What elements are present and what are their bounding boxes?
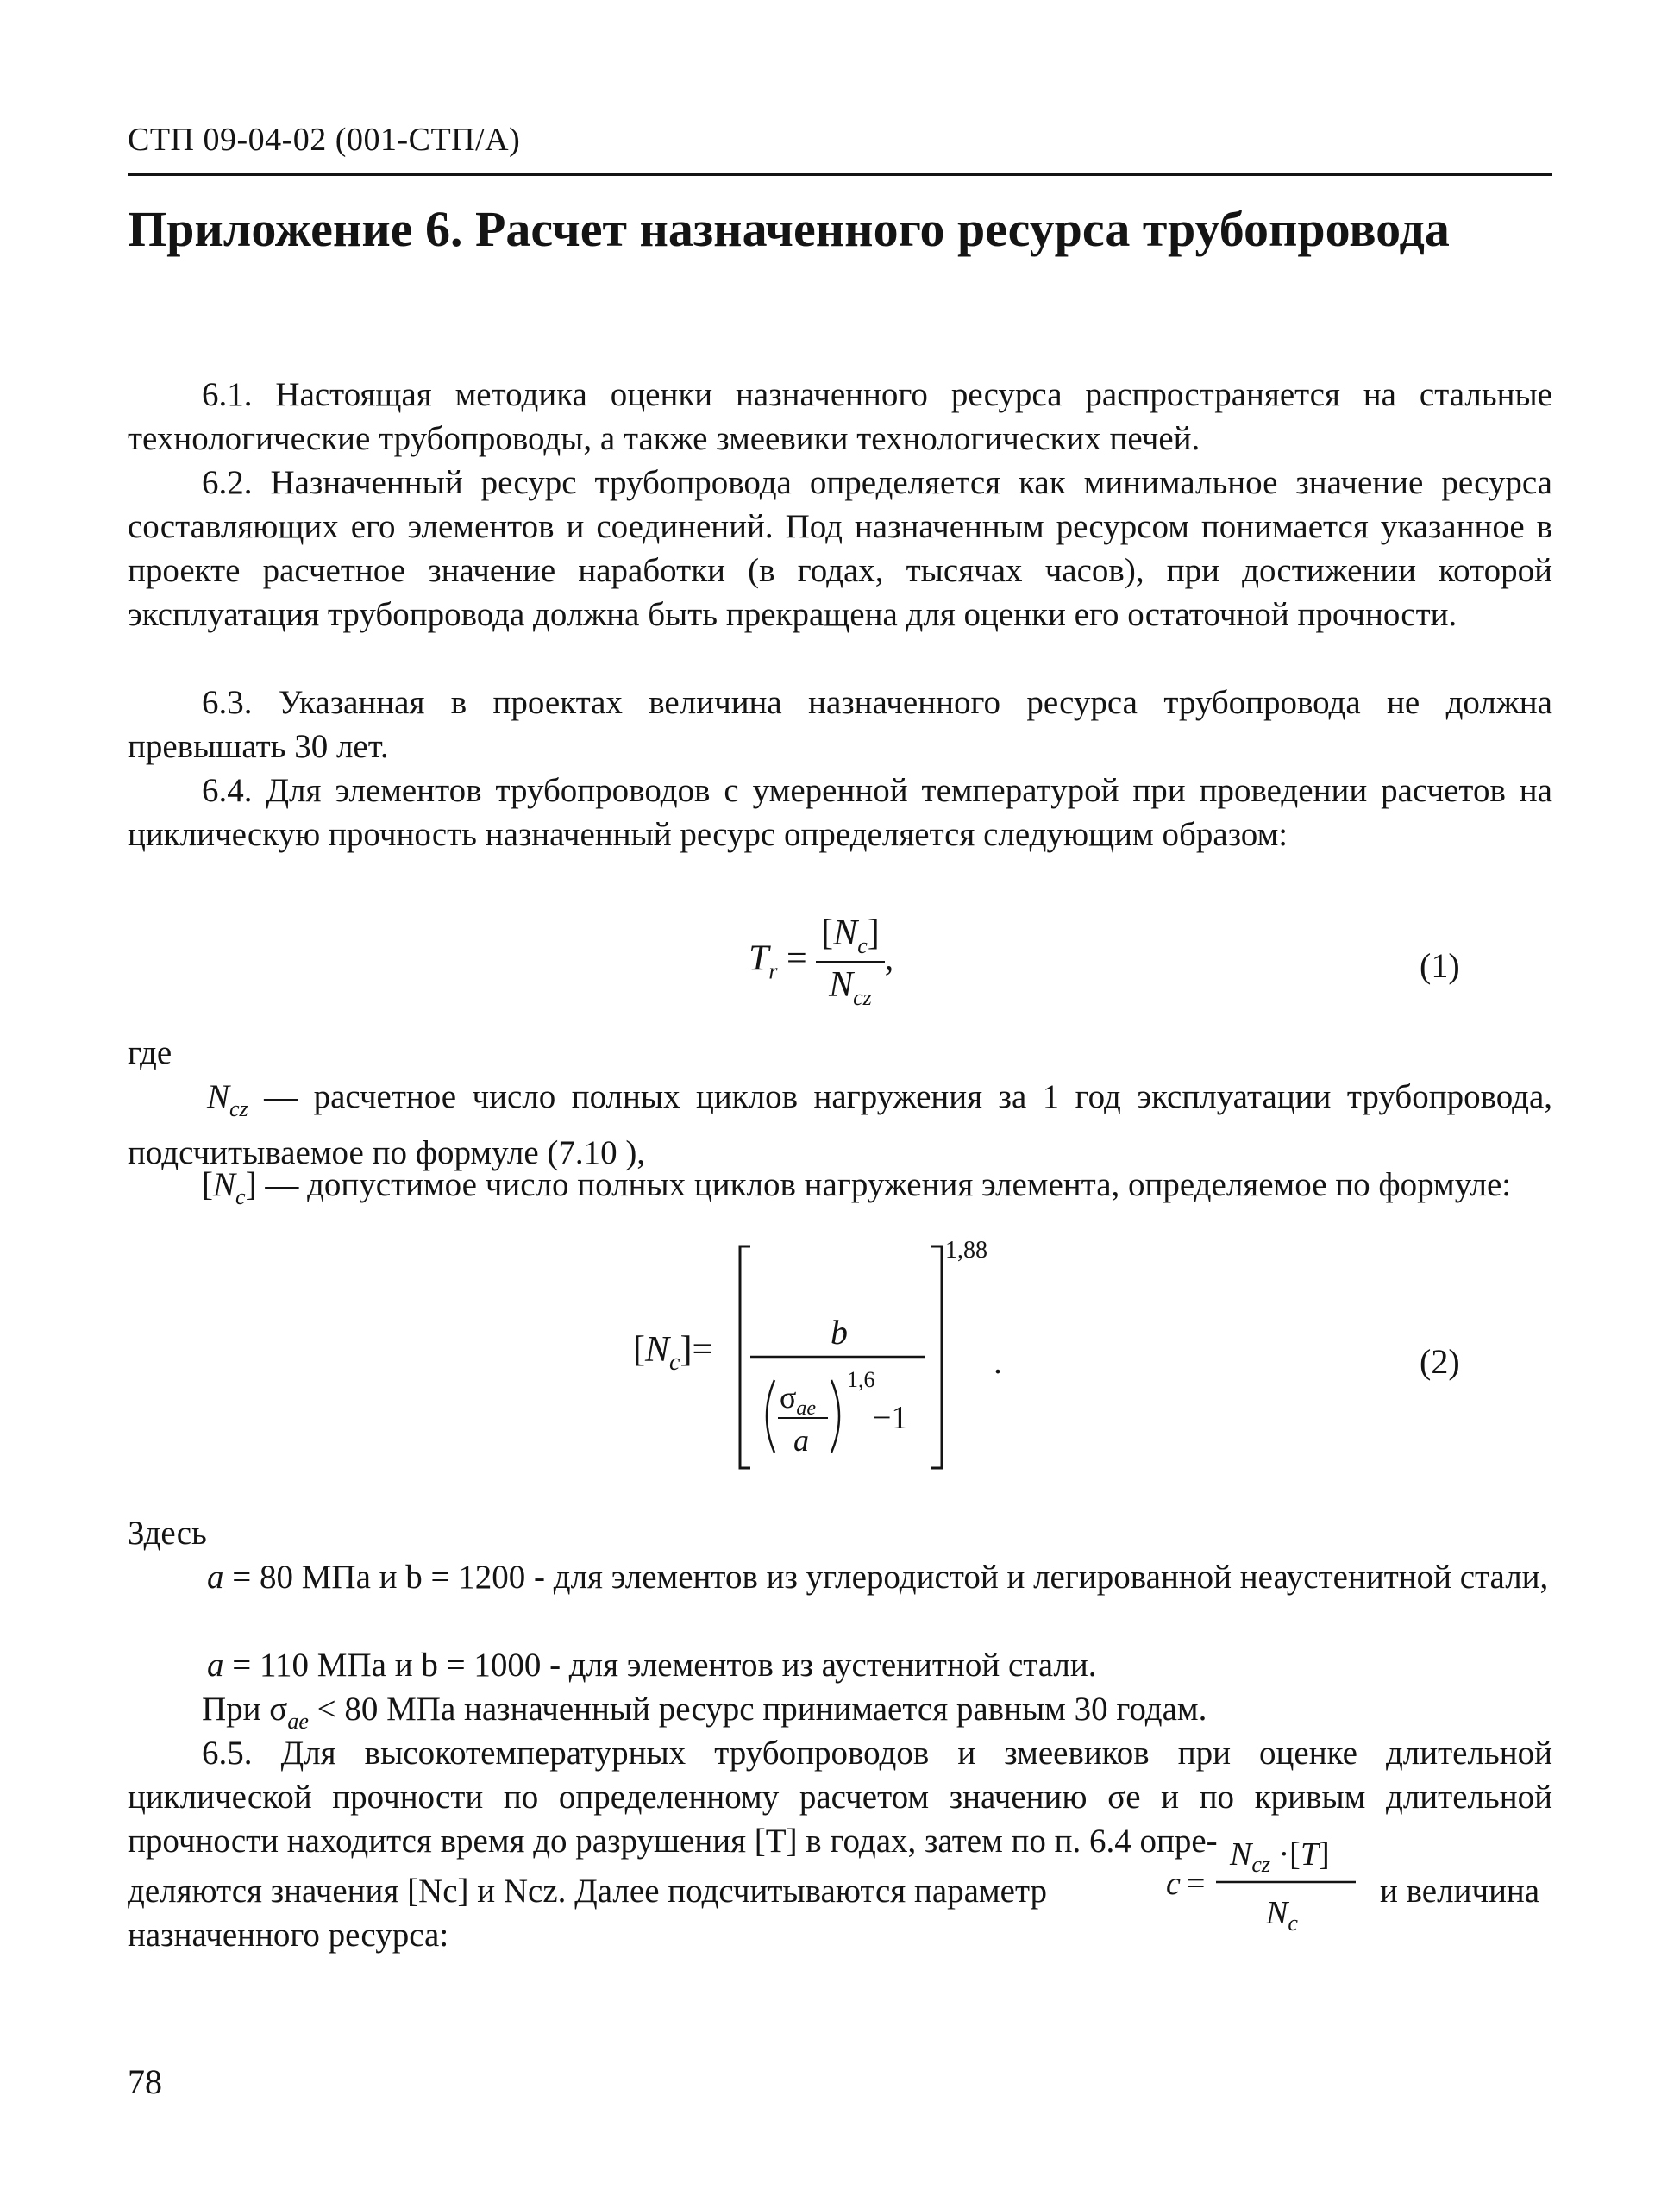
paragraph-6-1: 6.1. Настоящая методика оценки назначенного ресурса распространяется на стальные технологические трубопроводы, а также змеевики технологических печей. [128, 376, 1552, 457]
document-header: СТП 09-04-02 (001-СТП/А) [128, 122, 521, 158]
page-title: Приложение 6. Расчет назначенного ресурса трубопровода [128, 201, 1450, 257]
paragraph-6-5: 6.5. Для высокотемпературных трубопроводов и змеевиков при оценке длительной циклической прочности по определенному расчетом значению σe и по кривым длительной прочности находится время до разрушения [T] в годах, затем по п. 6.4 опре- [128, 1735, 1552, 1860]
paragraph-6-3: 6.3. Указанная в проектах величина назначенного ресурса трубопровода не должна превышать 30 лет. [128, 684, 1552, 765]
svg-text:Ncz ·[T]: $N_{cz} \cdot[T]$ [1230, 1836, 1330, 1877]
steel-params-1: a = 80 МПа и b = 1200 - для элементов из углеродистой и легированной неаустенитной стали, [207, 1559, 1549, 1596]
header-rule [128, 173, 1552, 176]
paragraph-6-2: 6.2. Назначенный ресурс трубопровода определяется как минимальное значение ресурса составляющих его элементов и соединений. Под назначенным ресурсом понимается указанное в проекте расчетное значение наработки (в годах, тысячах часов), при достижении которой эксплуатация трубопровода должна быть прекращена для оценки его остаточной прочности. [128, 464, 1552, 633]
svg-text:σae: $\sigma_{ae}$ [780, 1380, 817, 1420]
equation-2-number: (2) [1420, 1342, 1460, 1381]
ncz-definition: $N_{cz}$ — расчетное число полных циклов нагружения за 1 год эксплуатации трубопровода, подсчитываемое по формуле (7.10 ), [128, 1078, 1553, 1171]
page-number: 78 [128, 2062, 162, 2101]
paragraph-6-5-last-line: назначенного ресурса: [128, 1917, 449, 1954]
paragraph-6-4: 6.4. Для элементов трубопроводов с умеренной температурой при проведении расчетов на циклическую прочность назначенный ресурс определяется следующим образом: [128, 772, 1552, 853]
svg-text:a: a [793, 1423, 809, 1458]
svg-text:b: b [831, 1313, 848, 1352]
minus-one: −1 [873, 1400, 908, 1436]
outer-exponent: 1,88 [945, 1237, 987, 1264]
equation-1: $T_r$ = $\frac{[N_c]}{N_{cz}}$ , [749, 913, 894, 1010]
svg-text:=: = [1187, 1866, 1206, 1902]
steel-params-2: a = 110 МПа и b = 1000 - для элементов из аустенитной стали. [207, 1647, 1097, 1684]
equation-2 [621, 1233, 1069, 1484]
here-label: Здесь [128, 1515, 207, 1552]
svg-text:Nc: $N_c$ [1266, 1895, 1298, 1936]
paragraph-6-5-continued-end: и величина [1380, 1873, 1540, 1910]
equation-1-number: (1) [1420, 946, 1460, 985]
paragraph-6-5-continued: деляются значения [Nc] и Ncz. Далее подсчитываются параметр [128, 1873, 1047, 1910]
sigma-note: При $\sigma_{ae} < 80$ МПа назначенный ресурс принимается равным 30 годам. [202, 1691, 1207, 1734]
where-label: где [128, 1034, 172, 1071]
svg-text:.: . [994, 1342, 1002, 1381]
inner-exponent: 1,6 [847, 1367, 875, 1392]
nc-definition: $[N_c]$ — допустимое число полных циклов нагружения элемента, определяемое по формуле: [202, 1166, 1512, 1209]
svg-text:c: c [1166, 1866, 1181, 1902]
parameter-c-formula [1164, 1827, 1363, 1939]
svg-text:[Nc]=: $[N_c]=$ [633, 1330, 713, 1376]
